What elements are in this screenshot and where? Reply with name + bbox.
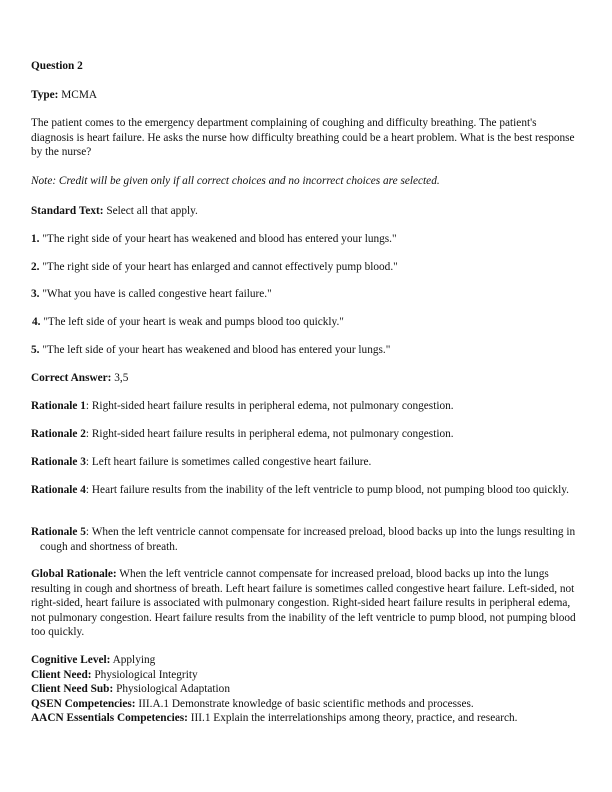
choice-number: 5.: [31, 344, 40, 356]
choice-text: "The right side of your heart has enlarged and cannot effectively pump blood.": [42, 261, 398, 273]
choice-text: "What you have is called congestive heart failure.": [42, 288, 272, 300]
rationale-text: Heart failure results from the inability of the left ventricle to pump blood, not pumping blood too quickly.: [91, 484, 569, 496]
choice-number: 2.: [31, 261, 40, 273]
scoring-note: Note: Credit will be given only if all correct choices and no incorrect choices are selected.: [31, 175, 440, 187]
standard-text: [31, 204, 581, 219]
rationale-label: Rationale 4: [31, 484, 86, 496]
global-rationale: [31, 567, 581, 640]
rationale-label: Rationale 3: [31, 456, 86, 468]
global-rationale-label: Global Rationale:: [31, 568, 117, 580]
aacn-essentials-competencies: AACN Essentials Competencies: III.1 Explain the interrelationships among theory, practice, and research.: [31, 712, 518, 725]
qsen-competencies: QSEN Competencies: III.A.1 Demonstrate knowledge of basic scientific methods and processes.: [31, 697, 474, 710]
type-value: MCMA: [61, 89, 98, 101]
client-need-sub: Client Need Sub: Physiological Adaptation: [31, 683, 230, 696]
rationale-3: Rationale 3: Left heart failure is sometimes called congestive heart failure.: [31, 456, 372, 468]
question-title: Question 2: [31, 60, 83, 72]
rationale-text: When the left ventricle cannot compensate for increased preload, blood backs up into the lungs resulting in cough and shortness of breath.: [40, 526, 576, 553]
choice-number: 3.: [31, 288, 40, 300]
choice-2: [31, 260, 581, 275]
choice-number: 1.: [31, 233, 40, 245]
rationale-text: Right-sided heart failure results in peripheral edema, not pulmonary congestion.: [91, 400, 454, 412]
choice-text: "The right side of your heart has weakened and blood has entered your lungs.": [42, 233, 397, 245]
rationale-text: Left heart failure is sometimes called congestive heart failure.: [91, 456, 372, 468]
rationale-label: Rationale 1: [31, 400, 86, 412]
global-rationale-text: When the left ventricle cannot compensate for increased preload, blood backs up into the lungs resulting in cough and shortness of breath. Left heart failure is sometimes called congestive heart failure. Left-sided, not right-sided, heart failure is associated with pulmonary congestion. Right-sided heart failure results in peripheral edema, not pulmonary congestion. Heart failure results from the inability of the left ventricle to pump blood, not pumping blood too quickly.: [31, 568, 576, 639]
rationale-5: Rationale 5: When the left ventricle cannot compensate for increased preload, blood backs up into the lungs resulting in cough and shortness of breath.: [31, 526, 576, 553]
type-label: Type:: [31, 89, 59, 101]
correct-answer-label: Correct Answer:: [31, 372, 112, 384]
choice-1: [31, 232, 581, 247]
rationale-2: Rationale 2: Right-sided heart failure results in peripheral edema, not pulmonary congestion.: [31, 428, 454, 440]
rationale-label: Rationale 2: [31, 428, 86, 440]
question-type: [31, 88, 581, 103]
rationale-4: Rationale 4: Heart failure results from the inability of the left ventricle to pump blood, not pumping blood too quickly.: [31, 484, 569, 496]
standard-text-value: Select all that apply.: [106, 205, 198, 217]
client-need: Client Need: Physiological Integrity: [31, 668, 198, 681]
choice-text: "The left side of your heart is weak and pumps blood too quickly.": [43, 316, 344, 328]
choice-3: [31, 287, 581, 302]
cognitive-level: Cognitive Level: Applying: [31, 654, 156, 666]
correct-answer-value: 3,5: [114, 372, 129, 384]
rationale-label: Rationale 5: [31, 526, 86, 538]
standard-text-label: Standard Text:: [31, 205, 104, 217]
rationale-text: Right-sided heart failure results in peripheral edema, not pulmonary congestion.: [91, 428, 454, 440]
choice-4: [31, 315, 582, 330]
choice-number: 4.: [32, 316, 41, 328]
choice-text: "The left side of your heart has weakened and blood has entered your lungs.": [42, 344, 391, 356]
metadata-list: [31, 653, 581, 726]
correct-answer: [31, 371, 581, 386]
choice-5: [31, 343, 581, 358]
rationale-1: Rationale 1: Right-sided heart failure results in peripheral edema, not pulmonary congestion.: [31, 400, 454, 412]
question-stem: The patient comes to the emergency department complaining of coughing and difficulty breathing. The patient's diagnosis is heart failure. He asks the nurse how difficulty breathing could be a heart problem. What is the best response by the nurse?: [31, 117, 575, 159]
